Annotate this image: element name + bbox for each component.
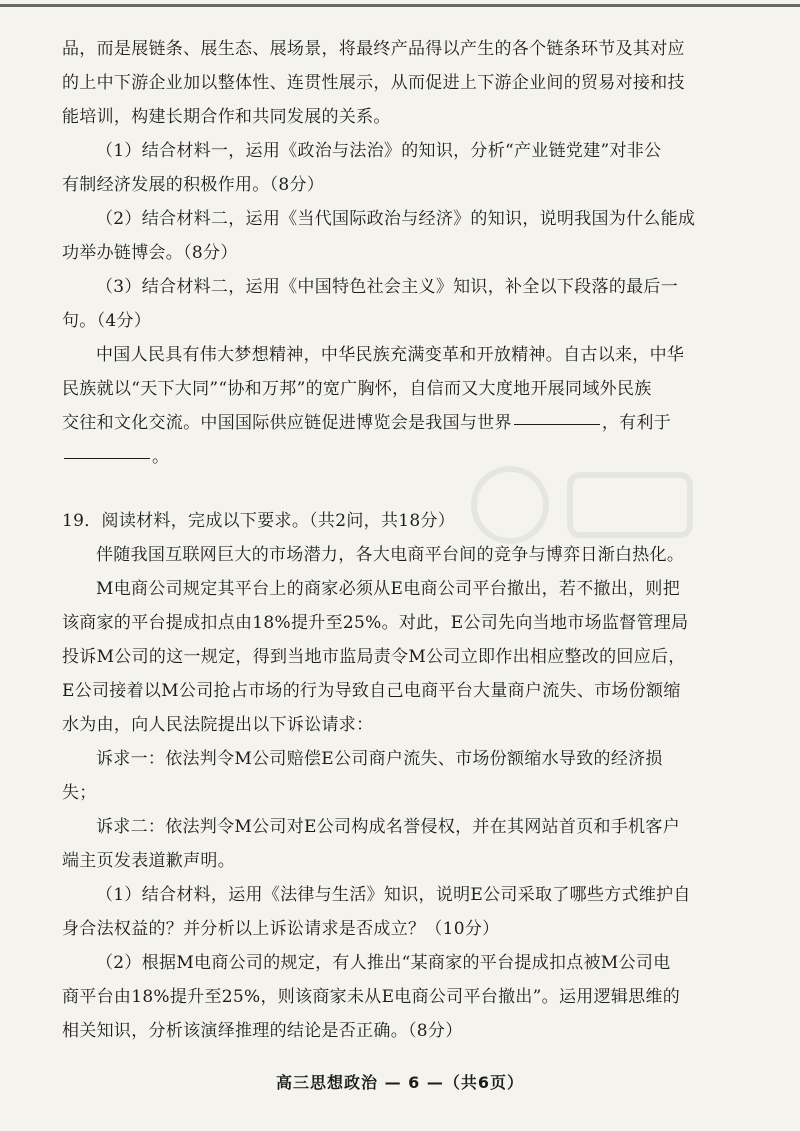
material-paragraph-continued — [62, 32, 742, 134]
text-line: 商平台由18%提升至25%，则该商家未从E电商公司平台撤出”。运用逻辑思维的 — [62, 987, 681, 1007]
question-18-3 — [62, 270, 742, 338]
text-line: （1）结合材料，运用《法律与生活》知识，说明E公司采取了哪些方式维护自 — [96, 885, 691, 905]
text-line: 能培训，构建长期合作和共同发展的关系。 — [62, 107, 391, 127]
text-line: 有制经济发展的积极作用。（8分） — [62, 175, 325, 195]
text-line: M电商公司规定其平台上的商家必须从E电商公司平台撤出，若不撤出，则把 — [96, 579, 681, 599]
text-line: 功举办链博会。（8分） — [62, 243, 238, 263]
text-line: 伴随我国互联网巨大的市场潜力，各大电商平台间的竞争与博弈日渐白热化。 — [96, 545, 685, 565]
text-fragment: ，有利于 — [601, 413, 672, 433]
text-fragment: 。 — [152, 447, 170, 467]
section-gap — [62, 474, 742, 504]
question-18-3-fill-paragraph — [62, 338, 742, 474]
text-line: （3）结合材料二，运用《中国特色社会主义》知识，补全以下段落的最后一 — [96, 277, 679, 297]
text-line: 水为由，向人民法院提出以下诉讼请求： — [62, 715, 374, 735]
question-18-1 — [62, 134, 742, 202]
text-line: 投诉M公司的这一规定，得到当地市监局责令M公司立即作出相应整改的回应后， — [62, 647, 686, 667]
exam-page-body — [62, 32, 742, 1048]
text-line — [62, 440, 742, 474]
text-line: 诉求二：依法判令M公司对E公司构成名誉侵权，并在其网站首页和手机客户 — [96, 817, 681, 837]
answer-blank-1[interactable] — [514, 423, 600, 425]
question-19 — [62, 504, 742, 1048]
text-line: 民族就以“天下大同”“协和万邦”的宽广胸怀，自信而又大度地开展同域外民族 — [62, 379, 652, 399]
text-line: 品，而是展链条、展生态、展场景，将最终产品得以产生的各个链条环节及其对应 — [62, 39, 685, 59]
text-line: 诉求一：依法判令M公司赔偿E公司商户流失、市场份额缩水导致的经济损 — [96, 749, 663, 769]
text-line: 相关知识，分析该演绎推理的结论是否正确。（8分） — [62, 1021, 463, 1041]
text-line — [62, 406, 742, 440]
text-fragment: 交往和文化交流。中国国际供应链促进博览会是我国与世界 — [62, 413, 512, 433]
text-line: 句。（4分） — [62, 311, 152, 331]
text-line: 端主页发表道歉声明。 — [62, 851, 235, 871]
question-18-2 — [62, 202, 742, 270]
text-line: 中国人民具有伟大梦想精神，中华民族充满变革和开放精神。自古以来，中华 — [96, 345, 685, 365]
text-line: （2）结合材料二，运用《当代国际政治与经济》的知识，说明我国为什么能成 — [96, 209, 696, 229]
text-line: 的上中下游企业加以整体性、连贯性展示，从而促进上下游企业间的贸易对接和技 — [62, 73, 685, 93]
page-top-border — [0, 4, 800, 7]
text-line: 该商家的平台提成扣点由18%提升至25%。对此，E公司先向当地市场监督管理局 — [62, 613, 689, 633]
page-footer: 高三思想政治 — 6 —（共6页） — [276, 1073, 524, 1092]
text-line: 身合法权益的？并分析以上诉讼请求是否成立？（10分） — [62, 919, 500, 939]
text-line: （2）根据M电商公司的规定，有人推出“某商家的平台提成扣点被M公司电 — [96, 953, 671, 973]
text-line: E公司接着以M公司抢占市场的行为导致自己电商平台大量商户流失、市场份额缩 — [62, 681, 681, 701]
question-19-title: 19．阅读材料，完成以下要求。（共2问，共18分） — [62, 511, 456, 531]
text-line: 失； — [62, 783, 97, 803]
answer-blank-2[interactable] — [64, 457, 150, 459]
text-line: （1）结合材料一，运用《政治与法治》的知识，分析“产业链党建”对非公 — [96, 141, 662, 161]
